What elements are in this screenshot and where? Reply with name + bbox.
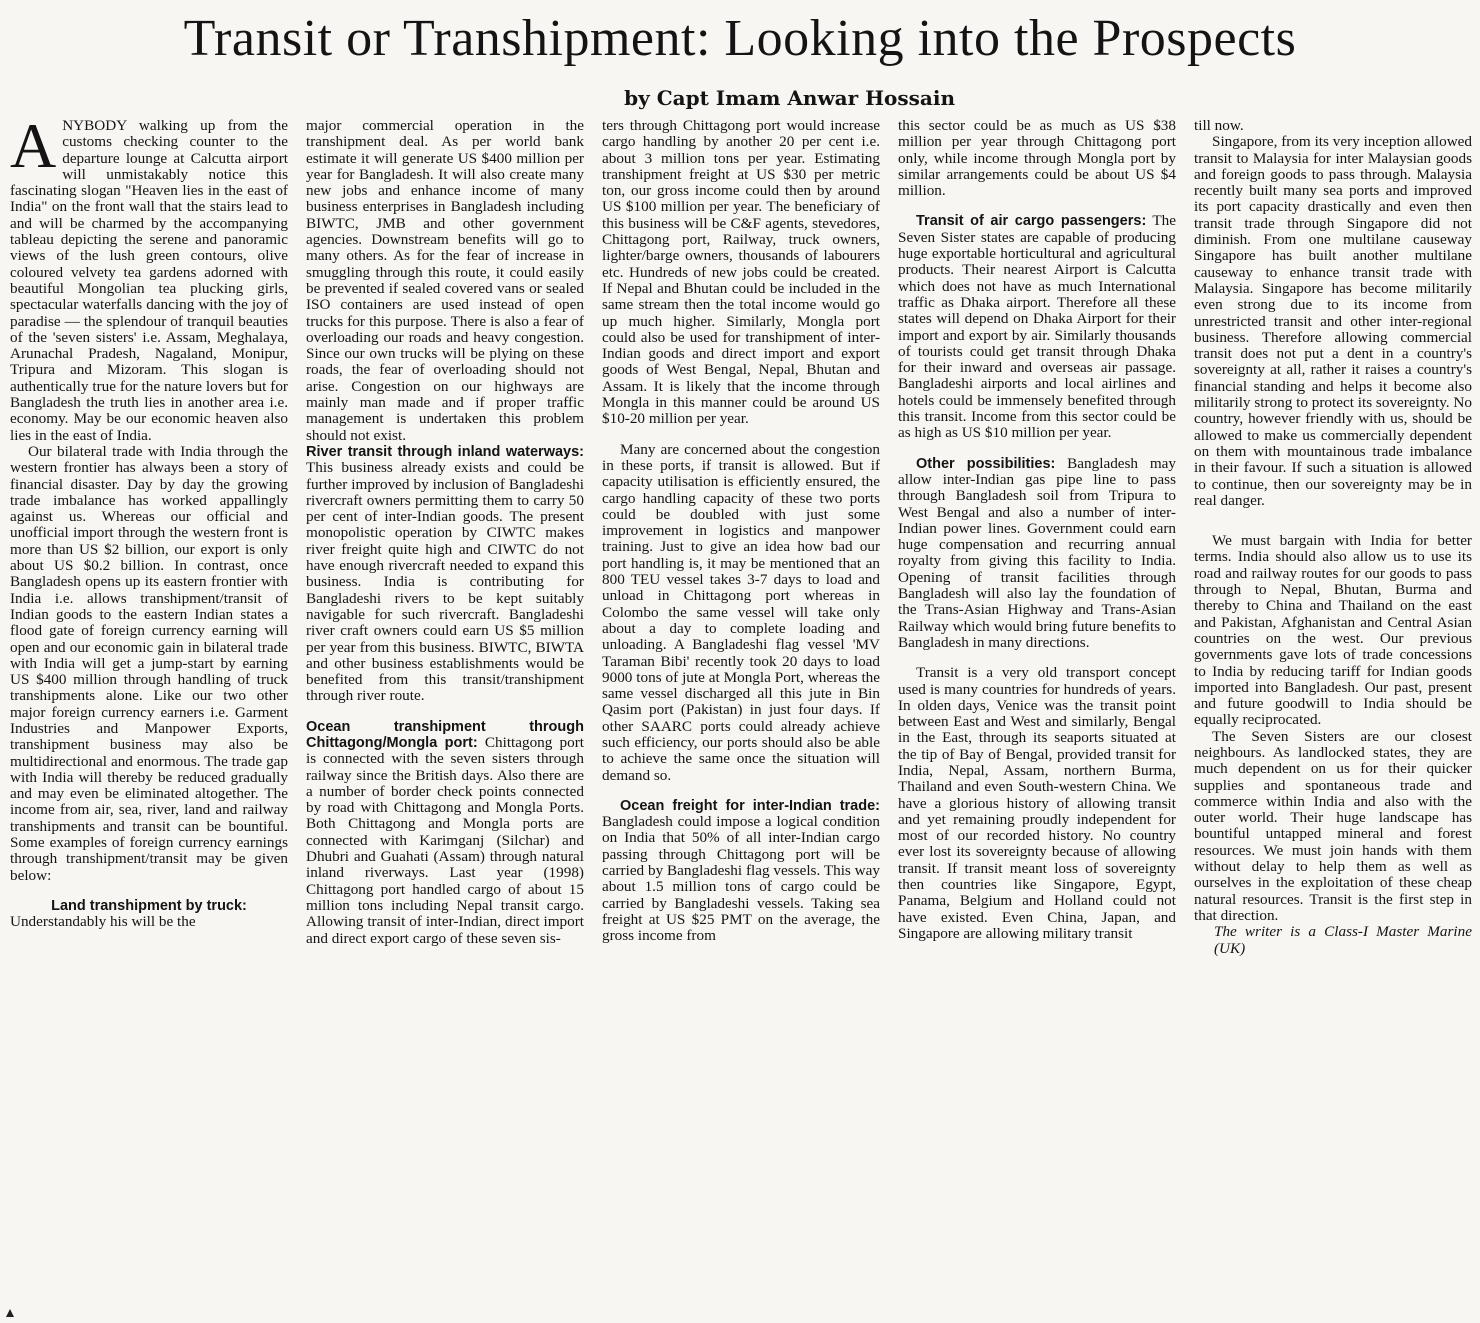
subheading-ocean-transhipment: Ocean transhipment through Chittagong/Mongla port: xyxy=(306,718,584,751)
article-body xyxy=(10,118,1472,1313)
paragraph: ANYBODY walking up from the customs checking counter to the departure lounge at Calcutta airport will unmistakably notice this fascinating slogan "Heaven lies in the east of India" on the front wall that the stairs lead to and will be charmed by the accompanying tableau depicting the serene and panoramic views of the lush green contours, olive coloured velvety tea gardens adorned with beautiful Mongolian tea plucking girls, spectacular waterfalls dancing with the joy of paradise — the splendour of tranquil beauties of the 'seven sisters' i.e. Assam, Meghalaya, Arunachal Pradesh, Nagaland, Monipur, Tripura and Mizoram. This slogan is authentically true for the nature lovers but for Bangladesh the truth lies in another area i.e. economy. May be our economic heaven also lies in the east of India. xyxy=(10,118,288,444)
drop-cap: A xyxy=(10,118,57,181)
paragraph: Transit is a very old transport concept used is many countries for hundreds of years. In olden days, Venice was the transit point between East and West and similarly, Bengal in the East, through its seaports situated at the tip of Bay of Bengal, provided transit for India, Nepal, Assam, northern Burma, Thailand and even South-western China. We have a glorious history of allowing transit and yet remaining proudly independent for most of our recorded history. No country ever lost its sovereignty because of allowing transit. If transit meant loss of sovereignty then countries like Singapore, Egypt, Panama, Belgium and Holland could not have existed. Even China, Japan, and Singapore are allowing military transit xyxy=(898,664,1176,942)
paragraph: this sector could be as much as US $38 million per year through Chittagong port only, while income through Mongla port by similar arrangements could be about US $4 million. xyxy=(898,118,1176,200)
paragraph: We must bargain with India for better terms. India should also allow us to use its road and railway routes for our goods to pass through to Nepal, Bhutan, Burma and thereby to China and Thailand on the east and Pakistan, Afghanistan and Central Asian countries on the west. Our previous governments gave lots of trade concessions to India by reducing tariff for Indian goods imported into Bangladesh. Our past, present and future goodwill to India should be equally reciprocated. xyxy=(1194,532,1472,729)
column-5 xyxy=(1194,118,1472,1313)
paragraph: Ocean transhipment through Chittagong/Mongla port: Chittagong port is connected with the seven sisters through railway since the British days. Also there are a number of border check points connected by road with Chittagong and Mongla Ports. Both Chittagong and Mongla ports are connected with Karimganj (Silchar) and Dhubri and Guahati (Assam) through natural inland riverways. Last year (1998) Chittagong port handled cargo of about 15 million tons including Nepal transit cargo. Allowing transit of inter-Indian, direct import and direct export cargo of these seven sis- xyxy=(306,718,584,947)
paragraph: River transit through inland waterways: This business already exists and could be further improved by inclusion of Bangladeshi rivercraft owners permitting them to carry 50 per cent of inter-Indian goods. The present monopolistic operation by CIWTC makes river freight quite high and CIWTC do not have enough rivercraft needed to expand this business. India is contributing for Bangladeshi rivers to be kept suitably navigable for such rivercraft. Bangladeshi river craft owners could earn US $5 million per year from this business. BIWTC, BIWTA and other business establishments would be benefited from this transit/transhipment through river route. xyxy=(306,443,584,705)
subheading-river-transit: River transit through inland waterways: xyxy=(306,443,584,460)
subheading-other-possibilities: Other possibilities: xyxy=(916,455,1056,472)
paragraph: The Seven Sisters are our closest neighbours. As landlocked states, they are much dependent on us for their quicker supplies and spontaneous trade and commerce within India and also with the outer world. Their huge landscape has bountiful untapped mineral and forest resources. We must join hands with them without delay to help them as well as ourselves in the exploitation of these cheap natural resources. Transit is the first step in that direction. xyxy=(1194,727,1472,924)
paragraph: Other possibilities: Bangladesh may allow inter-Indian gas pipe line to pass through Bangladesh soil from Tripura to West Bengal and also a number of inter-Indian power lines. Government could earn huge compensation and recurring annual royalty from giving this facility to India. Opening of transit facilities through Bangladesh will also lay the foundation of the Trans-Asian Highway and Trans-Asian Railway which would bring future benefits to Bangladesh in many directions. xyxy=(898,454,1176,651)
paragraph: Many are concerned about the congestion in these ports, if transit is allowed. But if capacity utilisation is efficiently ensured, the cargo handling capacity of these two ports could be doubled with just some improvement in logistics and manpower training. Just to give an idea how bad our port handling is, it may be mentioned that an 800 TEU vessel takes 3-7 days to load and unload in Chittagong port whereas in Colombo the same vessel will take only about a day to complete loading and unloading. A Bangladeshi flag vessel 'MV Taraman Bibi' recently took 20 days to load 9000 tons of jute at Mongla Port, whereas the same vessel discharged all this jute in Bin Qasim port (Pakistan) in just four days. If other SAARC ports could already achieve such efficiency, our ports should also be able to achieve the same once the situation will demand so. xyxy=(602,440,880,784)
article-headline: Transit or Transhipment: Looking into the Prospects xyxy=(183,10,1297,67)
column-1 xyxy=(10,118,288,1313)
paragraph: Our bilateral trade with India through the western frontier has always been a story of financial disaster. Day by day the growing trade imbalance has worked appallingly against us. Whereas our official and unofficial import through the western front is more than US $2 billion, our export is only about US $0.2 billion. In contrast, once Bangladesh opens up its eastern frontier with India i.e. allows transhipment/transit of Indian goods to the eastern Indian states a flood gate of foreign currency earning will open and our economic gain in bilateral trade with India will get a jump-start by earning US $400 million through handling of truck transhipments alone. Like our two other major foreign currency earners i.e. Garment Industries and Manpower Exports, transhipment business may also be multidirectional and enormous. The trade gap with India will thereby be reduced gradually and may even be eliminated altogether. The income from air, sea, river, land and railway transhipments and transit can be bountiful. Some examples of foreign currency earnings through transhipment/transit may be given below: xyxy=(10,442,288,884)
paragraph: Singapore, from its very inception allowed transit to Malaysia for inter Malaysian goods and foreign goods to pass through. Malaysia recently built many sea ports and improved its port capacity drastically and even then transit trade through Singapore did not diminish. From one multilane causeway Singapore has built another multilane causeway to enhance transit trade with Malaysia. Singapore has become militarily even strong due to its income from unrestricted transit and other inter-regional business. Therefore allowing commercial transit does not put a dent in a country's sovereignty at all, rather it raises a country's financial standing and helps it become also militarily strong to protect its sovereignty. No country, however friendly with us, should be allowed to make us commercially dependent on them with mountainous trade imbalance in their favour. If such a situation is allowed to continue, then our sovereignty may be in real danger. xyxy=(1194,133,1472,509)
column-2 xyxy=(306,118,584,1313)
paragraph: ters through Chittagong port would increase cargo handling by another 20 per cent i.e. about 3 million tons per year. Estimating transhipment freight at US $30 per metric ton, our gross income could then by around US $100 million per year. The beneficiary of this business will be C&F agents, stevedores, Chittagong port, Railway, truck owners, lighter/barge owners, thousands of labourers etc. Hundreds of new jobs could be created. If Nepal and Bhutan could be included in the same stream then the total income would go up much higher. Similarly, Mongla port could also be used for transhipment of inter-Indian goods and direct import and export goods of West Bengal, Nepal, Bhutan and Assam. It is likely that the income through Mongla in this manner could be around US $10-20 million per year. xyxy=(602,118,880,428)
author-credit: The writer is a Class-I Master Marine (UK) xyxy=(1214,923,1472,957)
column-3 xyxy=(602,118,880,1313)
subheading-land-transhipment: Land transhipment by truck: xyxy=(51,897,247,914)
subheading-air-cargo: Transit of air cargo passengers: xyxy=(916,213,1147,230)
paragraph: Understandably his will be the xyxy=(10,913,196,931)
article-byline: by Capt Imam Anwar Hossain xyxy=(624,86,955,110)
paragraph: major commercial operation in the transhipment deal. As per world bank estimate it will generate US $400 million per year for Bangladesh. It will also create many new jobs and enhance income of many business enterprises in Bangladesh including BIWTC, JMB and other government agencies. Downstream benefits will go to many others. As for the fear of increase in smuggling through this route, it could easily be prevented if sealed covered vans or sealed ISO containers are used instead of open trucks for this purpose. There is also a fear of overloading our roads and heavy congestion. Since our own trucks will be plying on these roads, the fear of overloading should not arise. Congestion on our highways are mainly man made and if proper traffic management is undertaken this problem should not exist. xyxy=(306,118,584,444)
paragraph: till now. xyxy=(1194,118,1244,134)
corner-mark-icon xyxy=(6,1309,14,1317)
paragraph: Ocean freight for inter-Indian trade: Bangladesh could impose a logical condition on India that 50% of all inter-Indian cargo passing through Chittagong port will be carried by Bangladeshi flag vessels. This way about 1.5 million tons of cargo could be carried by Bangladeshi vessels. Taking sea freight at US $25 PMT on the average, the gross income from xyxy=(602,797,880,945)
paragraph: Transit of air cargo passengers: The Seven Sister states are capable of producing huge exportable horticultural and agricultural products. Their nearest Airport is Calcutta which does not have as much International traffic as Dhaka airport. Therefore all these states will depend on Dhaka Airport for their import and export by air. Similarly thousands of tourists could get transit through Dhaka for their inward and overseas air passage. Bangladeshi airports and local airlines and hotels could be immensely benefited through this transit. Income from this sector could be as high as US $10 million per year. xyxy=(898,212,1176,442)
subheading-ocean-freight: Ocean freight for inter-Indian trade: xyxy=(620,797,880,814)
column-4 xyxy=(898,118,1176,1313)
